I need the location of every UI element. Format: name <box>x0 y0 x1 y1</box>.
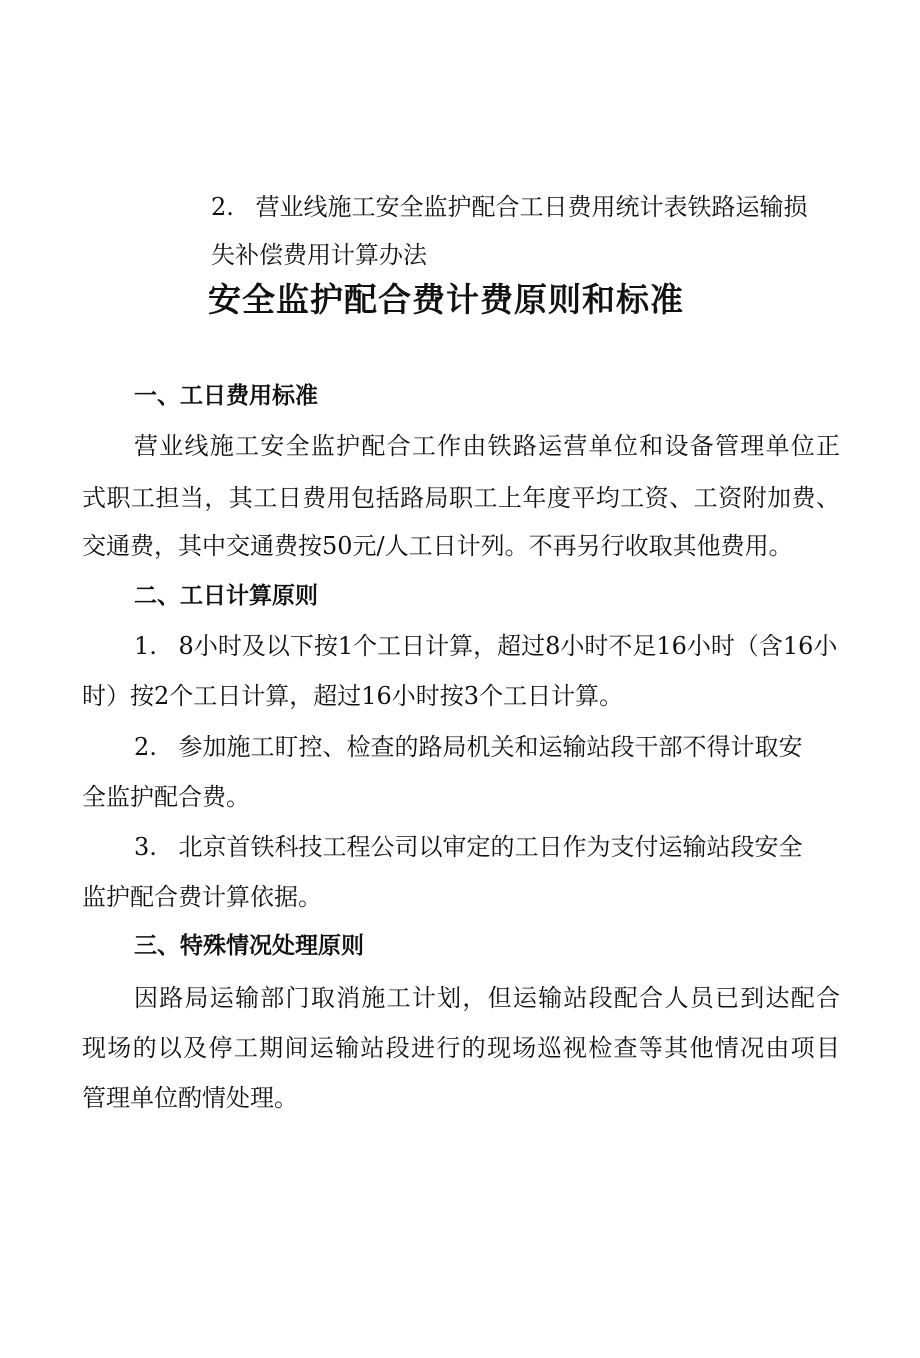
item-text: 北京首铁科技工程公司以审定的工日作为支付运输站段安全 <box>178 833 803 861</box>
section-3-line-2: 现场的以及停工期间运输站段进行的现场巡视检查等其他情况由项目 <box>82 1034 840 1062</box>
section-2-item-2-line-1 <box>134 731 840 763</box>
section-2-item-1-line-1 <box>134 630 840 662</box>
section-2-item-3-line-1 <box>134 831 840 863</box>
item-number: 2. <box>134 733 157 761</box>
item-number: 3. <box>134 833 157 861</box>
section-1-line-2: 式职工担当，其工日费用包括路局职工上年度平均工资、工资附加费、 <box>82 484 840 512</box>
section-heading-2: 二、工日计算原则 <box>134 583 318 609</box>
item-text: 参加施工盯控、检查的路局机关和运输站段干部不得计取安 <box>178 733 803 761</box>
section-heading-3: 三、特殊情况处理原则 <box>134 933 364 959</box>
section-heading-1: 一、工日费用标准 <box>134 383 318 409</box>
item-number: 1. <box>134 632 157 660</box>
section-1-line-1: 营业线施工安全监护配合工作由铁路运营单位和设备管理单位正 <box>134 432 840 460</box>
item-text: 8小时及以下按1个工日计算，超过8小时不足16小时（含16小 <box>178 632 838 660</box>
section-3-line-3: 管理单位酌情处理。 <box>82 1084 298 1112</box>
header-item-line-2: 失补偿费用计算办法 <box>211 241 427 269</box>
section-1-line-3: 交通费，其中交通费按50元/人工日计列。不再另行收取其他费用。 <box>82 532 793 560</box>
page-title: 安全监护配合费计费原则和标准 <box>208 280 684 319</box>
section-3-line-1: 因路局运输部门取消施工计划，但运输站段配合人员已到达配合 <box>134 984 840 1012</box>
section-2-item-1-line-2: 时）按2个工日计算，超过16小时按3个工日计算。 <box>82 682 624 710</box>
header-item-text-1: 营业线施工安全监护配合工日费用统计表铁路运输损 <box>255 193 808 221</box>
header-item-line-1 <box>211 191 831 223</box>
section-2-item-3-line-2: 监护配合费计算依据。 <box>82 883 322 911</box>
section-2-item-2-line-2: 全监护配合费。 <box>82 783 250 811</box>
header-item-number: 2. <box>211 193 234 221</box>
